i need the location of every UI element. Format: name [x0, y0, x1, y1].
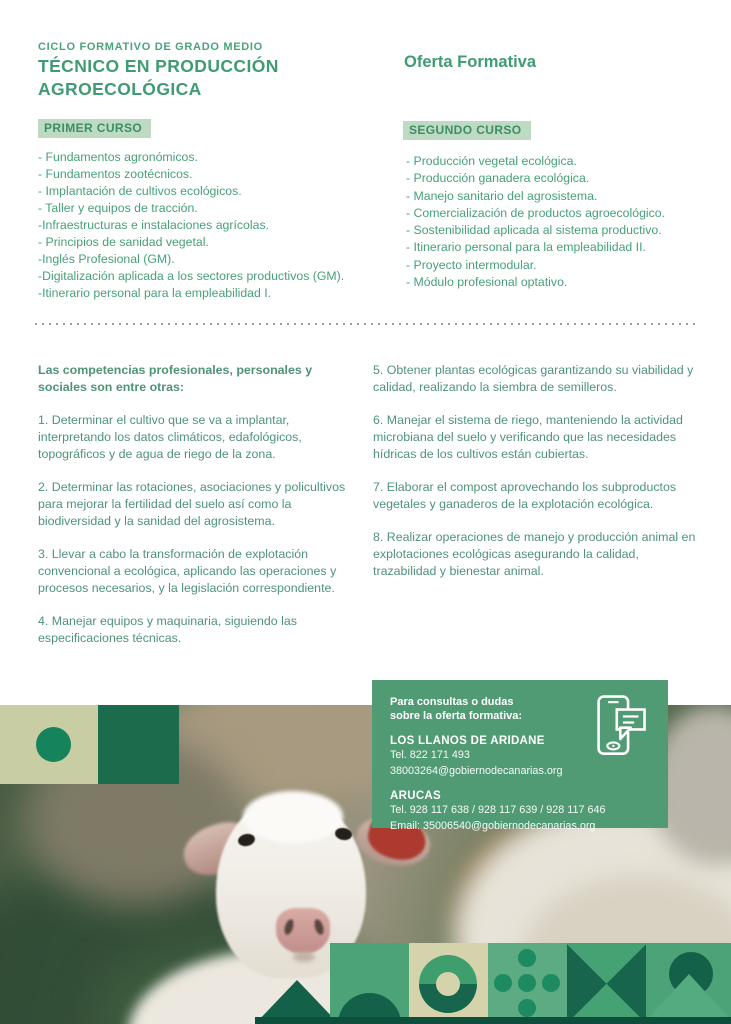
dot-shape [518, 999, 536, 1017]
list-item: - Proyecto intermodular. [406, 257, 537, 272]
list-item: - Implantación de cultivos ecológicos. [38, 184, 242, 198]
competencies-right-column [373, 362, 703, 596]
location-phone: Tel. 928 117 638 / 928 117 639 / 928 117 646 [390, 803, 606, 816]
dot-shape [494, 974, 512, 992]
competency-paragraph: 8. Realizar operaciones de manejo y producción animal en explotaciones ecológicas asegurando la calidad, trazabilidad y bienestar animal. [373, 530, 696, 578]
pattern-tile-dome [330, 943, 409, 1024]
competency-paragraph: 3. Llevar a cabo la transformación de explotación convencional a ecológica, aplicando las operaciones y procesos necesarios, y la legislación correspondiente. [38, 547, 337, 595]
competency-paragraph: 7. Elaborar el compost aprovechando los subproductos vegetales y ganaderos de la explotación ecológica. [373, 480, 677, 511]
competency-paragraph: 6. Manejar el sistema de riego, manteniendo la actividad microbiana del suelo y verificando que las necesidades hídricas de los cultivos están cubiertas. [373, 413, 683, 461]
list-item: - Módulo profesional optativo. [406, 275, 568, 290]
program-kicker: CICLO FORMATIVO DE GRADO MEDIO [38, 41, 263, 53]
green-circle [36, 727, 71, 762]
bottom-strip [255, 1017, 731, 1024]
first-course-list [38, 149, 396, 302]
contact-lead-line1: Para consultas o dudas [390, 696, 514, 708]
list-item: -Infraestructuras e instalaciones agrícolas. [38, 218, 270, 232]
list-item: - Fundamentos zootécnicos. [38, 167, 193, 181]
list-item: - Producción vegetal ecológica. [406, 154, 577, 168]
page-title [38, 55, 279, 101]
list-item: - Taller y equipos de tracción. [38, 201, 198, 215]
pattern-tile-donut [409, 943, 488, 1024]
competency-paragraph: 5. Obtener plantas ecológicas garantizando su viabilidad y calidad, realizando la siembra de semilleros. [373, 363, 694, 394]
list-item: -Itinerario personal para la empleabilidad I. [38, 286, 272, 300]
contact-lead-line2: sobre la oferta formativa: [390, 710, 523, 723]
list-item: - Producción ganadera ecológica. [406, 171, 590, 186]
page-title-line1: TÉCNICO EN PRODUCCIÓN [38, 56, 279, 76]
page-title-line2: AGROECOLÓGICA [38, 78, 202, 99]
competency-paragraph: 1. Determinar el cultivo que se va a implantar, interpretando los datos climáticos, edafológicos, topográficos y de agua de riego de la zona. [38, 413, 302, 461]
dot-shape [518, 974, 536, 992]
dark-green-square [98, 705, 179, 784]
list-item: - Manejo sanitario del agrosistema. [406, 188, 598, 203]
phone-chat-icon [596, 693, 648, 764]
sheep-mouth [293, 952, 315, 962]
dot-shape [542, 974, 560, 992]
location-name: ARUCAS [390, 789, 441, 802]
first-course-badge: PRIMER CURSO [38, 119, 151, 138]
donut-hole [436, 972, 460, 996]
list-item: -Inglés Profesional (GM). [38, 252, 175, 266]
list-item: - Principios de sanidad vegetal. [38, 235, 209, 249]
location-email: 38003264@gobiernodecanarias.org [390, 764, 563, 777]
pattern-tile-mountain [646, 943, 731, 1024]
list-item: - Comercialización de productos agroecológico. [406, 205, 666, 220]
offer-title: Oferta Formativa [404, 53, 537, 71]
competencies-intro: Las competencias profesionales, personales y sociales son entre otras: [38, 363, 313, 394]
second-course-badge: SEGUNDO CURSO [403, 121, 531, 140]
competency-paragraph: 4. Manejar equipos y maquinaria, siguiendo las especificaciones técnicas. [38, 614, 297, 645]
location-phone: Tel. 822 171 493 [390, 748, 470, 761]
location-email: Email: 35006540@gobiernodecanarias.org [390, 820, 596, 833]
list-item: - Itinerario personal para la empleabilidad II. [406, 240, 646, 255]
pattern-tile-bowtie [567, 943, 646, 1024]
list-item: - Fundamentos agronómicos. [38, 150, 198, 164]
competency-paragraph: 2. Determinar las rotaciones, asociaciones y policultivos para mejorar la fertilidad del suelo así como la biodiversidad y la sanidad del agrosistema. [38, 480, 346, 528]
pattern-tile-dots [488, 943, 567, 1024]
location-name: LOS LLANOS DE ARIDANE [390, 734, 545, 747]
dotted-divider [35, 323, 697, 325]
list-item: -Digitalización aplicada a los sectores productivos (GM). [38, 269, 345, 283]
sheep-forelock [243, 791, 343, 843]
dot-shape [518, 949, 536, 967]
contact-box [372, 680, 668, 833]
second-course-list [403, 153, 725, 291]
competencies-left-column [38, 362, 364, 663]
list-item: - Sostenibilidad aplicada al sistema productivo. [406, 223, 662, 238]
